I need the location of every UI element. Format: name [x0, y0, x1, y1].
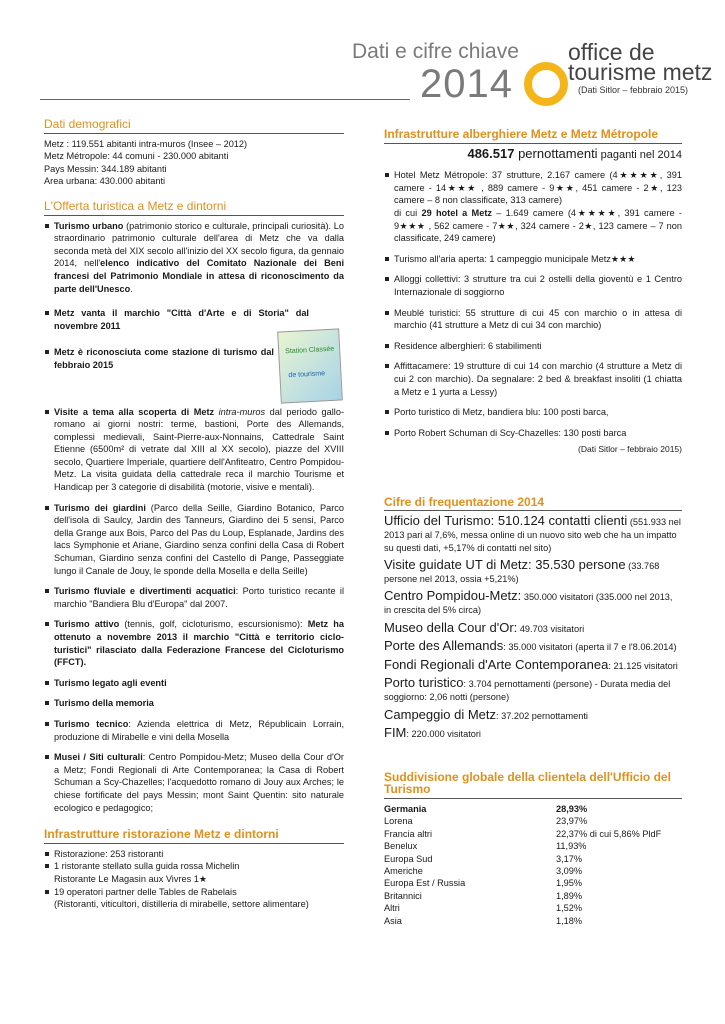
market-cell: Europa Sud [384, 853, 433, 864]
table-row [384, 902, 682, 914]
frequentazione-item: FIM: 220.000 visitatori [384, 725, 481, 741]
demografici-line: Area urbana: 430.000 abitanti [44, 176, 166, 187]
alberghiere-list [384, 169, 682, 439]
frequentazione-item: Porte des Allemands: 35.000 visitatori (aperta il 7 e l'8.06.2014) [384, 638, 677, 654]
share-cell: 1,95% [556, 878, 583, 889]
table-row [384, 915, 682, 927]
share-cell: 3,09% [556, 866, 583, 876]
frequentazione-item: Fondi Regionali d'Arte Contemporanea: 21.125 visitatori [384, 656, 678, 672]
frequentazione-item: Porto turistico: 3.704 pernottamenti (persone) - Durata media del soggiorno: 2,06 notti (persone) [384, 675, 671, 702]
list-item: Porto turistico di Metz, bandiera blu: 100 posti barca, [384, 406, 682, 419]
left-column [44, 118, 344, 911]
list-item: Meublé turistici: 55 strutture di cui 45 con marchio o in attesa di marchio (41 strutture a Metz di cui 34 con marchio) [384, 307, 682, 332]
list-item: Turismo legato agli eventi [44, 677, 344, 690]
list-item: 1 ristorante stellato sulla guida rossa Michelin Ristorante Le Magasin aux Vivres 1★ [44, 860, 344, 885]
page-title: Dati e cifre chiave [352, 40, 519, 63]
frequentazione-item: Museo della Cour d'Or: 49.703 visitatori [384, 619, 585, 635]
list-item: Turismo dei giardini (Parco della Seille, Giardino Botanico, Parco dell'isola di Saulcy, Jardin des Tanneurs, Giardino dei 5 sensi, Parco della Grange aux Bois, Parco del Pas du Loup, Esplanade, Jardins des lacs Symphonie et Ariane, Giardino senza confini della Casa di Robert Schuman, Giardino senza confini del Castello di Pange, Passeggiate lungo il Canale de Jouy, le sponde della Mosella e della Seille) [44, 502, 344, 578]
demografici-heading: Dati demografici [44, 118, 344, 134]
list-item: Porto Robert Schuman di Scy-Chazelles: 130 posti barca [384, 427, 682, 440]
offerta-list [44, 220, 344, 815]
market-cell: Germania [384, 803, 427, 814]
table-row [384, 865, 682, 877]
table-row [384, 853, 682, 865]
list-item: Affittacamere: 19 strutture di cui 14 con marchio (4 strutture a Metz di cui 2 con marchio). Da segnalare: 2 bed & breakfast insoliti (1 chiatta a Metz e 1 yurta a Lessy) [384, 360, 682, 398]
list-item: Residence alberghieri: 6 stabilimenti [384, 340, 682, 353]
table-row [384, 877, 682, 889]
table-row [384, 815, 682, 827]
list-item: Hotel Metz Métropole: 37 strutture, 2.167 camere (4★★★★, 391 camere - 14★★★ , 889 camere - 9★★, 451 camere - 2★, 123 camere – 8 non classificate, 313 camere) di cui 29 hotel a Metz – 1.649 camere (4★★★★, 391 camere - 9★★★ , 562 camere - 7★★, 324 camere - 2★, 123 camere – 7 non classificate, 249 camere) [384, 169, 682, 245]
header-divider [40, 99, 410, 100]
list-item: Ristorazione: 253 ristoranti [44, 848, 344, 861]
list-item: Turismo attivo (tennis, golf, cicloturismo, escursionismo): Metz ha ottenuto a novembre 2013 il marchio "Città e territorio ciclo-turistici" rilasciato dalla Federazione Francese del Cicloturismo (FFCT). [44, 618, 344, 668]
share-cell: 28,93% [556, 803, 588, 814]
market-cell: Asia [384, 915, 402, 926]
list-item: Turismo della memoria [44, 697, 344, 710]
ristorazione-heading: Infrastrutture ristorazione Metz e dintorni [44, 828, 344, 844]
list-item: 19 operatori partner delle Tables de Rabelais (Ristoranti, viticultori, distilleria di mirabelle, settore alimentare) [44, 886, 344, 911]
market-cell: Americhe [384, 866, 423, 876]
clientela-heading: Suddivisione globale della clientela dell'Ufficio del Turismo [384, 771, 682, 799]
demografici-line: Metz : 119.551 abitanti intra-muros (Insee – 2012) [44, 138, 248, 149]
demografici-line: Metz Métropole: 44 comuni - 230.000 abitanti [44, 151, 229, 162]
list-item: Turismo all'aria aperta: 1 campeggio municipale Metz★★★ [384, 253, 682, 266]
frequentazione-item: Ufficio del Turismo: 510.124 contatti clienti (551.933 nel 2013 pari al 7,6%, messa online di un nuovo sito web che ha un impatto su questi dati, +5,17% di contatti nel sito) [384, 513, 681, 553]
market-cell: Lorena [384, 816, 413, 827]
page-year: 2014 [420, 62, 513, 106]
share-cell: 1,18% [556, 915, 583, 926]
market-cell: Francia altri [384, 828, 432, 839]
share-cell: 22,37% di cui 5,86% PldF [556, 828, 662, 839]
share-cell: 23,97% [556, 816, 588, 827]
table-row [384, 803, 682, 815]
table-row [384, 828, 682, 840]
frequentazione-block [384, 515, 682, 740]
pernottamenti-total: 486.517 pernottamenti paganti nel 2014 [467, 145, 682, 161]
share-cell: 1,89% [556, 890, 583, 901]
share-cell: 1,52% [556, 903, 583, 914]
frequentazione-item: Visite guidate UT di Metz: 35.530 persone (33.768 persone nel 2013, ossia +5,21%) [384, 557, 660, 584]
list-item: Turismo urbano (patrimonio storico e culturale, principali curiosità). Lo straordinario patrimonio culturale dell'area di Metz che va dalla seconda metà del XIX secolo all'inizio del XX secolo figura, da gennaio 2014, nell'elenco indicativo del Comitato Nazionale dei Beni francesi del Patrimonio Mondiale in attesa di riconoscimento da parte dell'Unesco. [44, 220, 344, 296]
list-item: Alloggi collettivi: 3 strutture tra cui 2 ostelli della gioventù e 1 Centro Internazionale di soggiorno [384, 273, 682, 298]
list-item: Visite a tema alla scoperta di Metz intra-muros dal periodo gallo-romano ai giorni nostri: terme, bastioni, Porte des Allemands, complessi medievali, Saint-Pierre-aux-Nonnains, Cattedrale Saint Etienne (6500m² di vetrate dal XIII al XX secolo), piazze del XVIII secolo, Quartiere Imperiale, quartiere dell'Anfiteatro, Centro Pompidou-Metz. La visita guidata della cattedrale reca il marchio Tourisme et Handicap per 3 categorie di disabilità (motorie, visive e mentali). [44, 406, 344, 494]
sun-logo-icon [524, 62, 568, 106]
demografici-line: Pays Messin: 344.189 abitanti [44, 163, 167, 174]
list-item: Musei / Siti culturali: Centro Pompidou-Metz; Museo della Cour d'Or a Metz; Fondi Regionali di Arte Contemporanea; la Casa di Robert Schuman a Scy-Chazelles; l'acquedotto romano di Jouy aux Arches; le chiese fortificate del pays Messin; mont Saint Quentin: sito naturale ecologico e pedagogico; [44, 751, 344, 814]
frequentazione-item: Centro Pompidou-Metz: 350.000 visitatori (335.000 nel 2013, in crescita del 5% circa) [384, 588, 673, 616]
frequentazione-item: Campeggio di Metz: 37.202 pernottamenti [384, 706, 588, 722]
ristorazione-list [44, 848, 344, 911]
alberghiere-heading: Infrastrutture alberghiere Metz e Metz Métropole [384, 128, 682, 144]
right-column [384, 128, 682, 927]
market-cell: Benelux [384, 841, 418, 852]
table-row [384, 840, 682, 852]
office-de-tourisme-logo: office de tourisme metz [568, 39, 713, 85]
share-cell: 3,17% [556, 853, 583, 864]
frequentazione-heading: Cifre di frequentazione 2014 [384, 496, 682, 512]
header-source-note: (Dati Sitlor – febbraio 2015) [578, 85, 689, 95]
market-cell: Britannici [384, 890, 422, 901]
market-cell: Altri [384, 903, 400, 914]
table-row [384, 890, 682, 902]
station-classee-image: Station Classée de tourisme [277, 328, 343, 403]
list-item: Metz è riconosciuta come stazione di turismo dal febbraio 2015 [44, 346, 274, 371]
alberghiere-source: (Dati Sitlor – febbraio 2015) [578, 444, 682, 455]
share-cell: 11,93% [556, 841, 587, 852]
offerta-heading: L'Offerta turistica a Metz e dintorni [44, 200, 344, 216]
list-item: Turismo tecnico: Azienda elettrica di Metz, Républicain Lorrain, produzione di Mirabelle e vini della Mosella [44, 718, 344, 743]
clientela-table [384, 803, 682, 927]
market-cell: Europa Est / Russia [384, 878, 466, 889]
list-item: Turismo fluviale e divertimenti acquatici: Porto turistico recante il marchio "Bandiera Blu d'Europa" dal 2007. [44, 585, 344, 610]
list-item: Metz vanta il marchio "Città d'Arte e di Storia" dal novembre 2011 [44, 307, 309, 332]
